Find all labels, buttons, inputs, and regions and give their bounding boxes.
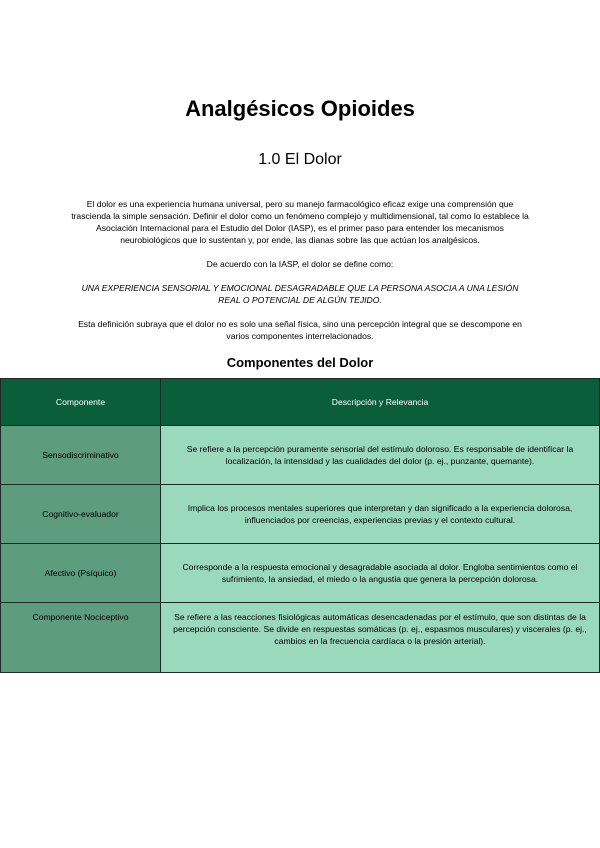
component-name-cell: Cognitivo-evaluador bbox=[1, 485, 161, 544]
components-table bbox=[0, 378, 600, 673]
table-row bbox=[1, 485, 600, 544]
definition-note-paragraph: Esta definición subraya que el dolor no es solo una señal física, sino una percepción integral que se descompone en varios componentes interrelacionados. bbox=[78, 319, 522, 341]
component-description-cell: Corresponde a la respuesta emocional y desagradable asociada al dolor. Engloba sentimientos como el sufrimiento, la ansiedad, el miedo o la angustia que genera la percepción dolorosa. bbox=[161, 544, 600, 603]
component-description-cell: Se refiere a las reacciones fisiológicas automáticas desencadenadas por el estímulo, que son distintas de la percepción consciente. Se divide en respuestas somáticas (p. ej., espasmos musculares) y viscerales (p. ej., cambios en la frecuencia cardíaca o la presión arterial). bbox=[161, 603, 600, 673]
column-header-component: Componente bbox=[1, 379, 161, 426]
component-name-cell: Componente Nociceptivo bbox=[1, 603, 161, 673]
page-title: Analgésicos Opioides bbox=[185, 96, 415, 121]
definition-lead-paragraph: De acuerdo con la IASP, el dolor se define como: bbox=[206, 259, 394, 269]
component-name-cell: Sensodiscriminativo bbox=[1, 426, 161, 485]
table-header-row bbox=[1, 379, 600, 426]
component-name-cell: Afectivo (Psíquico) bbox=[1, 544, 161, 603]
components-heading: Componentes del Dolor bbox=[226, 355, 374, 370]
intro-paragraph: El dolor es una experiencia humana universal, pero su manejo farmacológico eficaz exige una comprensión que trascienda la simple sensación. Definir el dolor como un fenómeno complejo y multidimensional, tal como lo establece la Asociación Internacional para el Estudio del Dolor (IASP), es el primer paso para entender los mecanismos neurobiológicos que lo sustentan y, por ende, las dianas sobre las que actúan los analgésicos. bbox=[71, 199, 529, 245]
definition-quote: UNA EXPERIENCIA SENSORIAL Y EMOCIONAL DESAGRADABLE QUE LA PERSONA ASOCIA A UNA LESIÓN REAL O POTENCIAL DE ALGÚN TEJIDO. bbox=[81, 283, 519, 305]
component-description-cell: Se refiere a la percepción puramente sensorial del estímulo doloroso. Es responsable de identificar la localización, la intensidad y las cualidades del dolor (p. ej., punzante, quemante). bbox=[161, 426, 600, 485]
component-description-cell: Implica los procesos mentales superiores que interpretan y dan significado a la experiencia dolorosa, influenciados por creencias, experiencias previas y el contexto cultural. bbox=[161, 485, 600, 544]
section-heading: 1.0 El Dolor bbox=[258, 151, 342, 168]
table-row bbox=[1, 426, 600, 485]
table-row bbox=[1, 544, 600, 603]
table-row bbox=[1, 603, 600, 673]
column-header-description: Descripción y Relevancia bbox=[161, 379, 600, 426]
